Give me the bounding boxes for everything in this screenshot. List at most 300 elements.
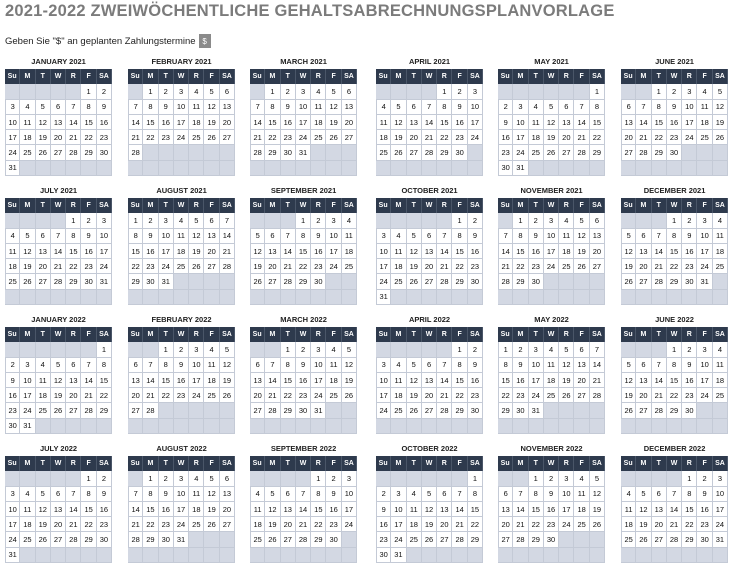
day-cell[interactable]: 26 [621,274,636,289]
day-cell[interactable]: 24 [682,130,697,145]
day-cell[interactable]: 30 [667,145,682,160]
day-cell[interactable]: 8 [265,100,280,115]
day-cell[interactable]: 20 [559,130,574,145]
day-cell[interactable]: 17 [529,373,544,388]
day-cell[interactable]: 24 [376,274,391,289]
day-cell[interactable]: 11 [5,244,20,259]
day-cell[interactable]: 9 [452,100,467,115]
day-cell[interactable]: 31 [5,548,20,563]
day-cell[interactable]: 24 [296,130,311,145]
day-cell[interactable]: 5 [51,358,66,373]
day-cell[interactable]: 3 [311,342,326,357]
day-cell[interactable]: 30 [296,403,311,418]
day-cell[interactable]: 25 [391,403,406,418]
day-cell[interactable]: 2 [5,358,20,373]
day-cell[interactable]: 3 [159,213,174,228]
day-cell[interactable]: 5 [422,487,437,502]
day-cell[interactable]: 17 [5,517,20,532]
day-cell[interactable]: 25 [5,274,20,289]
day-cell[interactable]: 18 [559,244,574,259]
day-cell[interactable]: 30 [97,145,112,160]
day-cell[interactable]: 19 [342,373,357,388]
day-cell[interactable]: 21 [66,130,81,145]
day-cell[interactable]: 15 [66,244,81,259]
day-cell[interactable]: 28 [437,274,452,289]
day-cell[interactable]: 23 [97,517,112,532]
day-cell[interactable]: 8 [128,229,143,244]
day-cell[interactable]: 17 [391,517,406,532]
day-cell[interactable]: 2 [97,84,112,99]
day-cell[interactable]: 20 [220,502,235,517]
day-cell[interactable]: 10 [174,100,189,115]
day-cell[interactable]: 29 [81,145,96,160]
day-cell[interactable]: 3 [713,471,728,486]
day-cell[interactable]: 28 [452,532,467,547]
day-cell[interactable]: 2 [452,84,467,99]
day-cell[interactable]: 22 [143,517,158,532]
day-cell[interactable]: 9 [376,502,391,517]
day-cell[interactable]: 23 [682,259,697,274]
day-cell[interactable]: 17 [376,259,391,274]
day-cell[interactable]: 17 [342,502,357,517]
day-cell[interactable]: 19 [204,502,219,517]
day-cell[interactable]: 22 [81,517,96,532]
day-cell[interactable]: 30 [468,403,483,418]
day-cell[interactable]: 17 [20,388,35,403]
day-cell[interactable]: 31 [713,532,728,547]
day-cell[interactable]: 15 [667,373,682,388]
day-cell[interactable]: 12 [621,244,636,259]
day-cell[interactable]: 2 [682,342,697,357]
day-cell[interactable]: 22 [143,130,158,145]
day-cell[interactable]: 2 [529,213,544,228]
day-cell[interactable]: 6 [204,213,219,228]
day-cell[interactable]: 17 [174,502,189,517]
day-cell[interactable]: 15 [513,244,528,259]
day-cell[interactable]: 8 [667,229,682,244]
day-cell[interactable]: 20 [51,517,66,532]
day-cell[interactable]: 13 [51,502,66,517]
day-cell[interactable]: 3 [326,213,341,228]
day-cell[interactable]: 21 [143,388,158,403]
day-cell[interactable]: 25 [189,130,204,145]
day-cell[interactable]: 9 [97,100,112,115]
day-cell[interactable]: 28 [81,403,96,418]
day-cell[interactable]: 1 [159,342,174,357]
day-cell[interactable]: 3 [682,84,697,99]
day-cell[interactable]: 7 [590,342,605,357]
day-cell[interactable]: 5 [559,342,574,357]
day-cell[interactable]: 2 [296,342,311,357]
day-cell[interactable]: 9 [544,487,559,502]
day-cell[interactable]: 20 [250,388,265,403]
day-cell[interactable]: 4 [713,342,728,357]
day-cell[interactable]: 24 [513,145,528,160]
day-cell[interactable]: 25 [376,145,391,160]
day-cell[interactable]: 15 [81,502,96,517]
day-cell[interactable]: 6 [220,471,235,486]
day-cell[interactable]: 2 [682,213,697,228]
day-cell[interactable]: 4 [189,84,204,99]
day-cell[interactable]: 17 [697,373,712,388]
day-cell[interactable]: 10 [376,373,391,388]
day-cell[interactable]: 11 [544,358,559,373]
day-cell[interactable]: 7 [51,229,66,244]
day-cell[interactable]: 13 [498,502,513,517]
day-cell[interactable]: 10 [529,358,544,373]
day-cell[interactable]: 5 [391,100,406,115]
day-cell[interactable]: 22 [66,259,81,274]
day-cell[interactable]: 27 [51,532,66,547]
day-cell[interactable]: 1 [590,84,605,99]
day-cell[interactable]: 5 [265,487,280,502]
day-cell[interactable]: 16 [498,130,513,145]
day-cell[interactable]: 3 [513,100,528,115]
day-cell[interactable]: 18 [20,130,35,145]
day-cell[interactable]: 27 [220,130,235,145]
day-cell[interactable]: 1 [468,471,483,486]
day-cell[interactable]: 6 [250,358,265,373]
day-cell[interactable]: 1 [667,342,682,357]
day-cell[interactable]: 7 [128,487,143,502]
day-cell[interactable]: 8 [66,229,81,244]
day-cell[interactable]: 19 [407,259,422,274]
day-cell[interactable]: 26 [36,532,51,547]
day-cell[interactable]: 16 [81,244,96,259]
day-cell[interactable]: 5 [36,100,51,115]
day-cell[interactable]: 22 [128,259,143,274]
day-cell[interactable]: 18 [326,373,341,388]
day-cell[interactable]: 25 [189,517,204,532]
day-cell[interactable]: 19 [36,130,51,145]
day-cell[interactable]: 22 [311,517,326,532]
day-cell[interactable]: 20 [498,517,513,532]
day-cell[interactable]: 14 [81,373,96,388]
day-cell[interactable]: 15 [281,373,296,388]
day-cell[interactable]: 12 [265,502,280,517]
day-cell[interactable]: 21 [250,130,265,145]
day-cell[interactable]: 23 [529,259,544,274]
day-cell[interactable]: 27 [51,145,66,160]
day-cell[interactable]: 14 [422,115,437,130]
day-cell[interactable]: 13 [407,115,422,130]
day-cell[interactable]: 17 [682,115,697,130]
day-cell[interactable]: 10 [189,358,204,373]
day-cell[interactable]: 6 [265,229,280,244]
day-cell[interactable]: 13 [220,100,235,115]
day-cell[interactable]: 4 [5,229,20,244]
day-cell[interactable]: 27 [128,403,143,418]
day-cell[interactable]: 31 [97,274,112,289]
day-cell[interactable]: 14 [66,502,81,517]
day-cell[interactable]: 5 [713,84,728,99]
day-cell[interactable]: 3 [174,84,189,99]
day-cell[interactable]: 2 [159,84,174,99]
day-cell[interactable]: 11 [376,115,391,130]
day-cell[interactable]: 24 [174,517,189,532]
day-cell[interactable]: 19 [574,244,589,259]
day-cell[interactable]: 6 [220,84,235,99]
day-cell[interactable]: 29 [452,403,467,418]
day-cell[interactable]: 17 [513,130,528,145]
day-cell[interactable]: 22 [159,388,174,403]
day-cell[interactable]: 6 [437,487,452,502]
day-cell[interactable]: 25 [326,388,341,403]
day-cell[interactable]: 22 [468,517,483,532]
day-cell[interactable]: 15 [296,244,311,259]
day-cell[interactable]: 16 [5,388,20,403]
day-cell[interactable]: 18 [544,373,559,388]
day-cell[interactable]: 19 [559,373,574,388]
day-cell[interactable]: 13 [574,358,589,373]
day-cell[interactable]: 14 [652,373,667,388]
day-cell[interactable]: 15 [143,115,158,130]
day-cell[interactable]: 23 [159,130,174,145]
day-cell[interactable]: 28 [250,145,265,160]
day-cell[interactable]: 9 [97,487,112,502]
day-cell[interactable]: 23 [143,259,158,274]
day-cell[interactable]: 20 [342,115,357,130]
day-cell[interactable]: 12 [189,229,204,244]
day-cell[interactable]: 29 [66,274,81,289]
day-cell[interactable]: 3 [296,84,311,99]
day-cell[interactable]: 21 [128,130,143,145]
day-cell[interactable]: 18 [5,259,20,274]
day-cell[interactable]: 16 [697,502,712,517]
day-cell[interactable]: 2 [376,487,391,502]
day-cell[interactable]: 10 [342,487,357,502]
day-cell[interactable]: 17 [468,115,483,130]
day-cell[interactable]: 13 [204,229,219,244]
day-cell[interactable]: 5 [621,358,636,373]
day-cell[interactable]: 8 [81,100,96,115]
day-cell[interactable]: 4 [250,487,265,502]
day-cell[interactable]: 29 [452,274,467,289]
day-cell[interactable]: 7 [574,100,589,115]
day-cell[interactable]: 3 [468,84,483,99]
day-cell[interactable]: 15 [452,244,467,259]
day-cell[interactable]: 10 [697,358,712,373]
day-cell[interactable]: 5 [250,229,265,244]
day-cell[interactable]: 18 [697,115,712,130]
day-cell[interactable]: 26 [189,259,204,274]
day-cell[interactable]: 7 [66,487,81,502]
day-cell[interactable]: 13 [437,502,452,517]
day-cell[interactable]: 11 [250,502,265,517]
day-cell[interactable]: 24 [559,517,574,532]
day-cell[interactable]: 26 [51,403,66,418]
day-cell[interactable]: 30 [468,274,483,289]
day-cell[interactable]: 12 [559,358,574,373]
day-cell[interactable]: 22 [81,130,96,145]
day-cell[interactable]: 18 [189,115,204,130]
day-cell[interactable]: 5 [220,342,235,357]
day-cell[interactable]: 1 [143,84,158,99]
day-cell[interactable]: 24 [5,532,20,547]
day-cell[interactable]: 20 [422,259,437,274]
day-cell[interactable]: 21 [265,388,280,403]
day-cell[interactable]: 6 [36,229,51,244]
day-cell[interactable]: 13 [66,373,81,388]
day-cell[interactable]: 7 [652,358,667,373]
day-cell[interactable]: 31 [697,274,712,289]
day-cell[interactable]: 22 [667,259,682,274]
day-cell[interactable]: 13 [559,115,574,130]
day-cell[interactable]: 4 [407,487,422,502]
day-cell[interactable]: 23 [311,259,326,274]
day-cell[interactable]: 27 [342,130,357,145]
day-cell[interactable]: 25 [391,274,406,289]
day-cell[interactable]: 6 [51,100,66,115]
day-cell[interactable]: 1 [143,471,158,486]
day-cell[interactable]: 19 [422,517,437,532]
day-cell[interactable]: 6 [51,487,66,502]
day-cell[interactable]: 30 [81,274,96,289]
day-cell[interactable]: 27 [636,274,651,289]
day-cell[interactable]: 8 [590,100,605,115]
day-cell[interactable]: 12 [51,373,66,388]
day-cell[interactable]: 2 [159,471,174,486]
day-cell[interactable]: 30 [326,532,341,547]
day-cell[interactable]: 20 [128,388,143,403]
day-cell[interactable]: 10 [5,115,20,130]
day-cell[interactable]: 30 [682,274,697,289]
day-cell[interactable]: 2 [468,342,483,357]
day-cell[interactable]: 18 [621,517,636,532]
day-cell[interactable]: 21 [667,517,682,532]
day-cell[interactable]: 4 [529,100,544,115]
day-cell[interactable]: 21 [296,517,311,532]
day-cell[interactable]: 12 [204,487,219,502]
day-cell[interactable]: 12 [391,115,406,130]
day-cell[interactable]: 10 [559,487,574,502]
day-cell[interactable]: 25 [574,517,589,532]
day-cell[interactable]: 22 [437,130,452,145]
day-cell[interactable]: 16 [296,373,311,388]
day-cell[interactable]: 18 [189,502,204,517]
day-cell[interactable]: 20 [574,373,589,388]
day-cell[interactable]: 12 [407,373,422,388]
day-cell[interactable]: 28 [265,403,280,418]
day-cell[interactable]: 19 [621,388,636,403]
day-cell[interactable]: 9 [311,229,326,244]
day-cell[interactable]: 4 [621,487,636,502]
day-cell[interactable]: 26 [204,130,219,145]
day-cell[interactable]: 7 [250,100,265,115]
day-cell[interactable]: 28 [513,532,528,547]
day-cell[interactable]: 3 [174,471,189,486]
day-cell[interactable]: 5 [407,229,422,244]
day-cell[interactable]: 16 [174,373,189,388]
day-cell[interactable]: 24 [20,403,35,418]
day-cell[interactable]: 21 [652,388,667,403]
day-cell[interactable]: 6 [66,358,81,373]
day-cell[interactable]: 7 [452,487,467,502]
day-cell[interactable]: 30 [544,532,559,547]
day-cell[interactable]: 16 [326,502,341,517]
day-cell[interactable]: 15 [265,115,280,130]
day-cell[interactable]: 10 [713,487,728,502]
day-cell[interactable]: 7 [265,358,280,373]
day-cell[interactable]: 18 [250,517,265,532]
day-cell[interactable]: 29 [81,532,96,547]
day-cell[interactable]: 13 [636,373,651,388]
day-cell[interactable]: 10 [544,229,559,244]
day-cell[interactable]: 25 [559,259,574,274]
day-cell[interactable]: 25 [697,130,712,145]
day-cell[interactable]: 10 [513,115,528,130]
day-cell[interactable]: 28 [498,274,513,289]
day-cell[interactable]: 9 [296,358,311,373]
day-cell[interactable]: 25 [204,388,219,403]
day-cell[interactable]: 18 [391,388,406,403]
day-cell[interactable]: 14 [437,244,452,259]
day-cell[interactable]: 3 [376,229,391,244]
day-cell[interactable]: 28 [652,274,667,289]
day-cell[interactable]: 15 [529,502,544,517]
day-cell[interactable]: 29 [128,274,143,289]
day-cell[interactable]: 20 [636,259,651,274]
day-cell[interactable]: 31 [296,145,311,160]
day-cell[interactable]: 16 [143,244,158,259]
day-cell[interactable]: 18 [342,244,357,259]
day-cell[interactable]: 11 [529,115,544,130]
day-cell[interactable]: 13 [220,487,235,502]
day-cell[interactable]: 22 [265,130,280,145]
day-cell[interactable]: 16 [97,502,112,517]
day-cell[interactable]: 27 [36,274,51,289]
day-cell[interactable]: 30 [452,145,467,160]
day-cell[interactable]: 28 [437,403,452,418]
day-cell[interactable]: 9 [281,100,296,115]
day-cell[interactable]: 3 [391,487,406,502]
day-cell[interactable]: 17 [189,373,204,388]
day-cell[interactable]: 1 [97,342,112,357]
day-cell[interactable]: 25 [20,145,35,160]
day-cell[interactable]: 14 [652,244,667,259]
day-cell[interactable]: 6 [559,100,574,115]
day-cell[interactable]: 4 [574,471,589,486]
day-cell[interactable]: 16 [468,244,483,259]
day-cell[interactable]: 29 [468,532,483,547]
day-cell[interactable]: 23 [468,388,483,403]
day-cell[interactable]: 13 [422,244,437,259]
day-cell[interactable]: 17 [97,244,112,259]
day-cell[interactable]: 25 [311,130,326,145]
day-cell[interactable]: 5 [636,487,651,502]
day-cell[interactable]: 23 [513,388,528,403]
day-cell[interactable]: 9 [498,115,513,130]
day-cell[interactable]: 21 [66,517,81,532]
day-cell[interactable]: 29 [667,274,682,289]
day-cell[interactable]: 26 [250,274,265,289]
day-cell[interactable]: 23 [326,517,341,532]
day-cell[interactable]: 26 [544,145,559,160]
day-cell[interactable]: 24 [159,259,174,274]
day-cell[interactable]: 5 [590,471,605,486]
day-cell[interactable]: 11 [342,229,357,244]
day-cell[interactable]: 1 [667,213,682,228]
day-cell[interactable]: 26 [422,532,437,547]
day-cell[interactable]: 6 [422,229,437,244]
day-cell[interactable]: 28 [66,532,81,547]
day-cell[interactable]: 23 [159,517,174,532]
day-cell[interactable]: 17 [376,388,391,403]
day-cell[interactable]: 23 [498,145,513,160]
day-cell[interactable]: 2 [498,100,513,115]
day-cell[interactable]: 16 [97,115,112,130]
day-cell[interactable]: 25 [529,145,544,160]
